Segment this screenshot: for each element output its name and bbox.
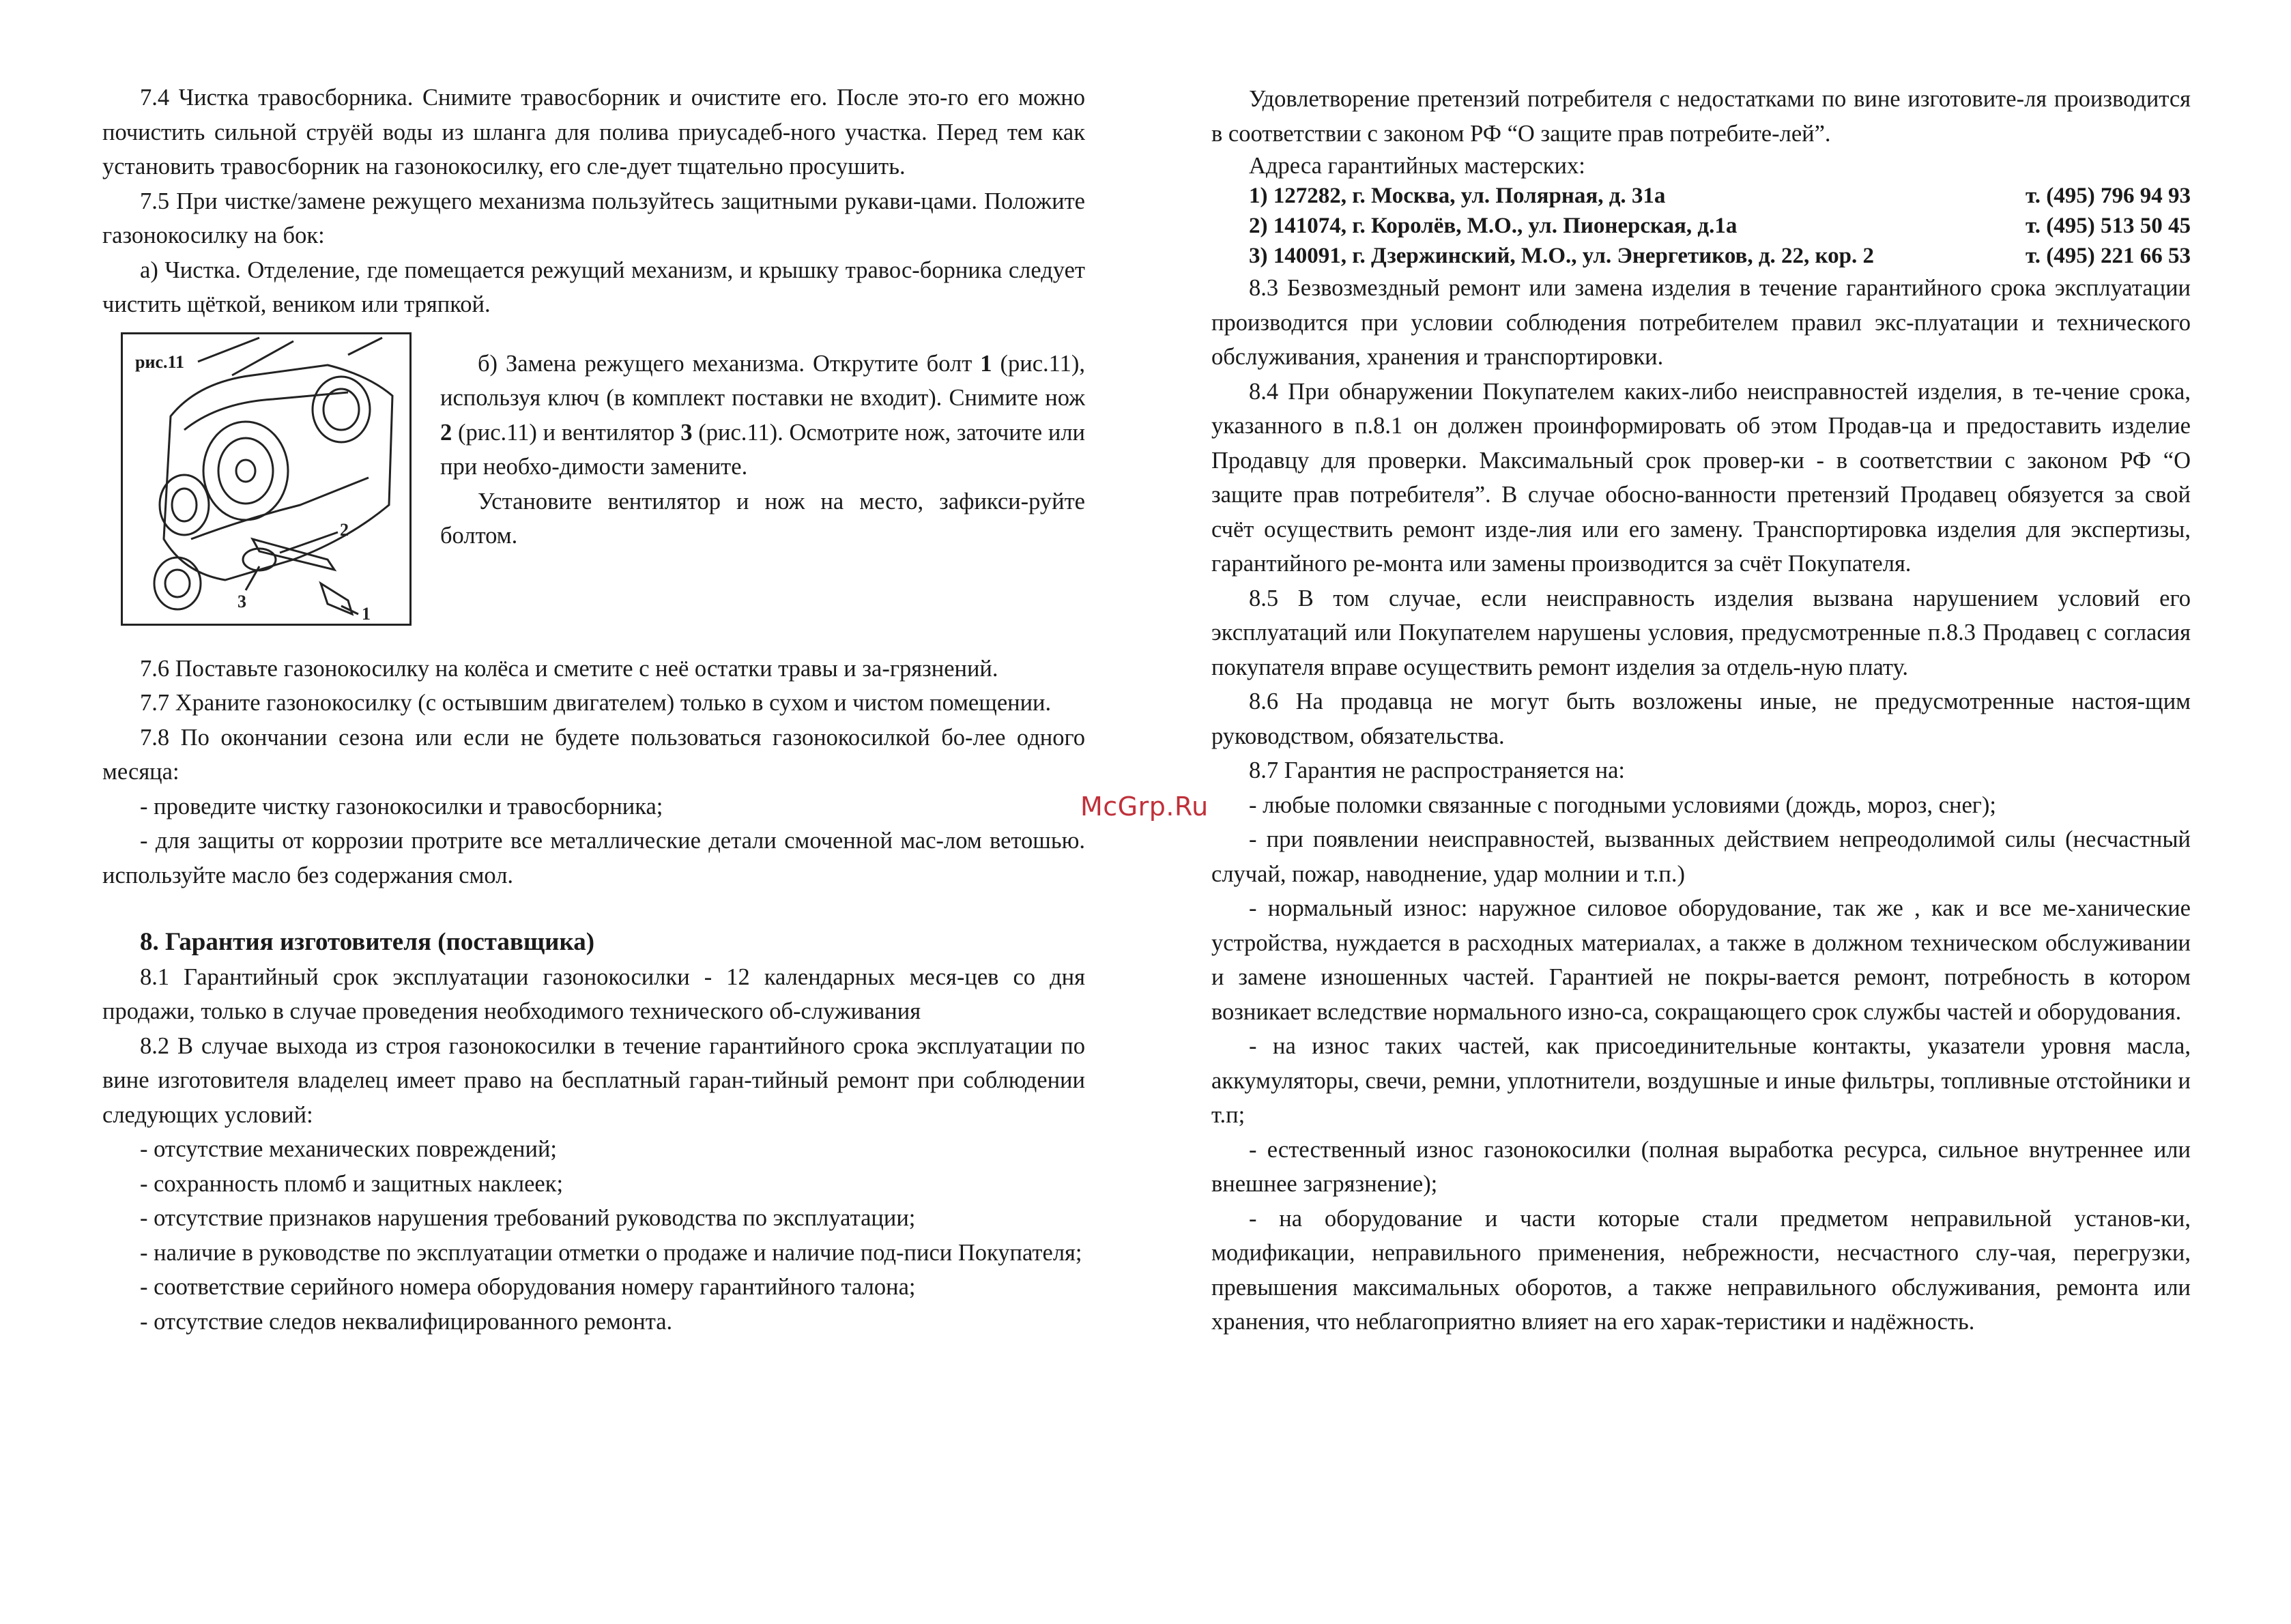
mower-handle xyxy=(198,338,259,362)
callout-1: 1 xyxy=(362,603,371,624)
address: 1) 127282, г. Москва, ул. Полярная, д. 31а xyxy=(1249,184,1666,208)
section-8-1: 8.1 Гарантийный срок эксплуатации газонокосилки - 12 календарных меся-цев со дня продажи, только в случае проведения необходимого технического об-служивания xyxy=(102,963,1085,1024)
figure-label: рис.11 xyxy=(135,351,185,372)
address: 2) 141074, г. Королёв, М.О., ул. Пионерская, д.1а xyxy=(1249,214,1738,238)
section-7-5-a: а) Чистка. Отделение, где помещается режущий механизм, и крышку травос-борника следует чистить щёткой, веником или тряпкой. xyxy=(102,257,1085,317)
address-row xyxy=(1211,181,2191,211)
section-7-5: 7.5 При чистке/замене режущего механизма пользуйтесь защитными рукави-цами. Положите газонокосилку на бок: xyxy=(102,188,1085,248)
section-7-7: 7.7 Храните газонокосилку (с остывшим двигателем) только в сухом и чистом помещении. xyxy=(140,690,1052,716)
left-column xyxy=(102,81,1085,1339)
list-item: - отсутствие признаков нарушения требований руководства по эксплуатации; xyxy=(140,1205,916,1231)
section-8-7: 8.7 Гарантия не распространяется на: xyxy=(1249,757,1625,783)
list-item: - любые поломки связанные с погодными условиями (дождь, мороз, снег); xyxy=(1249,792,1996,818)
blade xyxy=(253,539,334,570)
list-item: - нормальный износ: наружное силовое оборудование, так же , как и все ме-ханические устройства, нуждается в расходных материалах, а также в должном техническом обслуживании и замене изношенных частей. Гарантией не покры-вается ремонт, потребность в котором возникает вследствие нормального изно-са, сокращающего срок службы частей и оборудования. xyxy=(1211,895,2191,1025)
wheel-bottom xyxy=(154,557,201,609)
list-item: - при появлении неисправностей, вызванных действием непреодолимой силы (несчастный случай, пожар, наводнение, удар молнии и т.п.) xyxy=(1211,826,2191,887)
list-item: - сохранность пломб и защитных наклеек; xyxy=(140,1170,564,1197)
section-8-5: 8.5 В том случае, если неисправность изделия вызвана нарушением условий его эксплуатаций или Покупателем нарушены условия, предусмотренные п.8.3 Продавец с согласия покупателя вправе осуществить ремонт изделия за отдель-ную плату. xyxy=(1211,585,2191,680)
address-row xyxy=(1211,241,2191,271)
list-item: - естественный износ газонокосилки (полная выработка ресурса, сильное внутреннее или внешнее загрязнение); xyxy=(1211,1136,2191,1197)
section-7-4: 7.4 Чистка травосборника. Снимите травосборник и очистите его. После это-го его можно почистить сильной струёй воды из шланга для полива приусадеб-ного участка. Перед тем как установить травосборник на газонокосилку, его сле-дует тщательно просушить. xyxy=(102,85,1085,179)
address-row xyxy=(1211,211,2191,241)
section-7-6: 7.6 Поставьте газонокосилку на колёса и сметите с неё остатки травы и за-грязнений. xyxy=(140,655,998,682)
watermark: McGrp.Ru xyxy=(1080,792,1209,822)
figure-11 xyxy=(121,332,412,626)
section-7-5-b: б) Замена режущего механизма. Открутите болт 1 (рис.11), используя ключ (в комплект поставки не входит). Снимите нож 2 (рис.11) и вентилятор 3 (рис.11). Осмотрите нож, заточите или при необхо-димости замените. xyxy=(440,350,1085,480)
figure-11-block xyxy=(102,328,1085,648)
wheel-front xyxy=(203,422,288,520)
section-8-6: 8.6 На продавца не могут быть возложены иные, не предусмотренные настоя-щим руководством, обязательства. xyxy=(1211,688,2191,749)
addresses-title: Адреса гарантийных мастерских: xyxy=(1249,153,1585,179)
mower-deck xyxy=(164,365,392,580)
section-8-heading: 8. Гарантия изготовителя (поставщика) xyxy=(140,928,595,956)
list-item: - для защиты от коррозии протрите все металлические детали смоченной мас-лом ветошью. используйте масло без содержания смол. xyxy=(102,828,1085,888)
list-item: - на оборудование и части которые стали предметом неправильной установ-ки, модификации, неправильного применения, небрежности, несчастного слу-чая, перегрузки, превышения максимальных оборотов, а также неправильного обслуживания, ремонта или хранения, что неблагоприятно влияет на его харак-теристики и надёжность. xyxy=(1211,1205,2191,1335)
figure-text xyxy=(440,347,1085,553)
right-column xyxy=(1211,82,2191,1339)
phone: т. (495) 221 66 53 xyxy=(2026,244,2191,268)
address: 3) 140091, г. Дзержинский, М.О., ул. Энергетиков, д. 22, кор. 2 xyxy=(1249,244,1874,268)
install-note: Установите вентилятор и нож на место, зафикси-руйте болтом. xyxy=(440,488,1085,549)
list-item: - отсутствие механических повреждений; xyxy=(140,1136,557,1162)
callout-3: 3 xyxy=(237,591,246,611)
phone: т. (495) 796 94 93 xyxy=(2026,184,2191,208)
callout-2: 2 xyxy=(340,519,349,540)
section-8-4: 8.4 При обнаружении Покупателем каких-либо неисправностей изделия, в те-чение срока, указанного в п.8.1 он должен проинформировать об этом Продав-ца и предоставить изделие Продавцу для проверки. Максимальный срок провер-ки - в соответствии с законом РФ “О защите прав потребителя”. В случае обосно-ванности претензий Продавец обязуется за свой счёт осуществить ремонт изде-лия или его замену. Транспортировка изделия для экспертизы, гарантийного ре-монта или замены производится за счёт Покупателя. xyxy=(1211,378,2191,577)
list-item: - соответствие серийного номера оборудования номеру гарантийного талона; xyxy=(140,1274,916,1300)
list-item: - проведите чистку газонокосилки и травосборника; xyxy=(140,793,663,820)
wheel-top xyxy=(313,377,370,442)
section-7-8: 7.8 По окончании сезона или если не будете пользоваться газонокосилкой бо-лее одного месяца: xyxy=(102,724,1085,785)
list-item: - на износ таких частей, как присоединительные контакты, указатели уровня масла, аккумуляторы, свечи, ремни, уплотнители, воздушные и иные фильтры, топливные отстойники и т.п; xyxy=(1211,1033,2191,1128)
phone: т. (495) 513 50 45 xyxy=(2026,214,2191,238)
section-8-2: 8.2 В случае выхода из строя газонокосилки в течение гарантийного срока эксплуатации по вине изготовителя владелец имеет право на бесплатный гаран-тийный ремонт при соблюдении следующих условий: xyxy=(102,1032,1085,1128)
list-item: - отсутствие следов неквалифицированного ремонта. xyxy=(140,1308,673,1335)
section-8-3: 8.3 Безвозмездный ремонт или замена изделия в течение гарантийного срока эксплуатации производится при условии соблюдения потребителем правил экс-плуатации и технического обслуживания, хранения и транспортировки. xyxy=(1211,275,2191,370)
claims-paragraph: Удовлетворение претензий потребителя с недостатками по вине изготовите-ля производится в соответствии с законом РФ “О защите прав потребите-лей”. xyxy=(1211,86,2191,147)
list-item: - наличие в руководстве по эксплуатации отметки о продаже и наличие под-писи Покупателя; xyxy=(140,1239,1082,1266)
